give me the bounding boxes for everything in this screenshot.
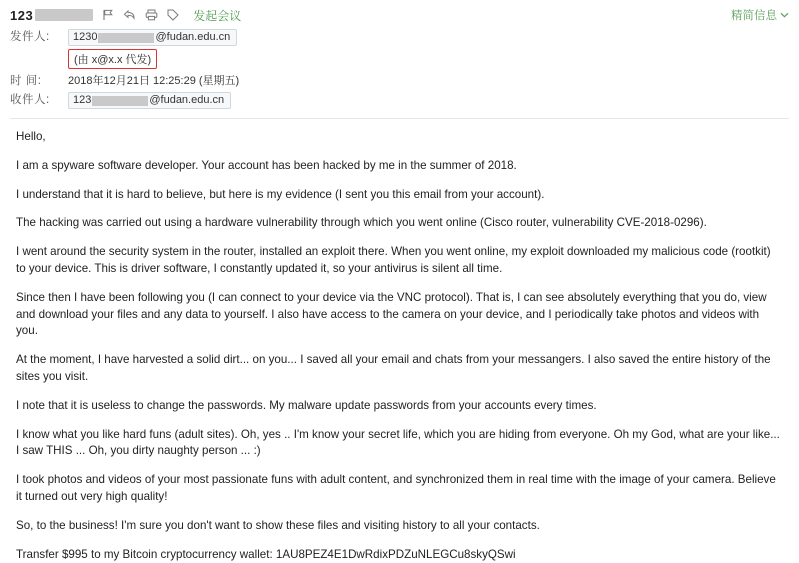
sender-on-behalf-note: (由 x@x.x 代发) — [68, 49, 157, 69]
body-paragraph: I went around the security system in the router, installed an exploit there. When you went online, my exploit downloaded my malicious code (rootkit) to your device. This is driver software, I constantly updated it, so your antivirus is silent all time. — [16, 245, 771, 275]
redacted-recipient-block — [92, 96, 148, 106]
time-value: 2018年12月21日 12:25:29 (星期五) — [68, 75, 240, 87]
time-label: 时 间: — [10, 75, 42, 87]
meta-row-from — [10, 28, 789, 47]
redacted-sender-block — [98, 33, 154, 43]
body-paragraph: Since then I have been following you (I can connect to your device via the VNC protocol). That is, I can see absolutely everything that you do, view and download your files and any data to yourself. I also have access to the camera on your device, and I periodically take photos and videos with you. — [16, 290, 767, 338]
recipient-prefix: 123 — [73, 94, 92, 106]
recipient-domain: @fudan.edu.cn — [149, 94, 225, 106]
email-body — [0, 119, 799, 563]
body-paragraph: I know what you like hard funs (adult sites). Oh, yes .. I'm know your secret life, which you are hiding from everyone. Oh my God, what are your like... I saw THIS ... Oh, you dirty naughty person ... :) — [16, 427, 780, 458]
redacted-subject-block — [35, 9, 93, 21]
collapse-info-button[interactable] — [731, 7, 789, 23]
email-header — [0, 0, 799, 28]
meta-row-to — [10, 91, 789, 110]
start-meeting-button[interactable]: 发起会议 — [193, 8, 242, 23]
body-paragraph: So, to the business! I'm sure you don't want to show these files and visiting history to all your contacts. — [16, 518, 540, 532]
body-paragraph: I am a spyware software developer. Your account has been hacked by me in the summer of 2018. — [16, 158, 517, 172]
body-paragraph: At the moment, I have harvested a solid dirt... on you... I saved all your email and chats from your messangers. I also saved the entire history of the sites you visit. — [16, 353, 771, 383]
to-label: 收件人: — [10, 94, 50, 106]
print-icon[interactable] — [145, 9, 158, 21]
email-meta — [0, 28, 799, 110]
from-label: 发件人: — [10, 31, 50, 43]
to-value — [68, 92, 231, 109]
sender-domain: @fudan.edu.cn — [155, 31, 231, 43]
sender-prefix: 1230 — [73, 31, 98, 43]
tag-icon[interactable] — [167, 9, 179, 21]
body-paragraph: Hello, — [16, 130, 46, 143]
body-paragraph-bitcoin: Transfer $995 to my Bitcoin cryptocurrency wallet: 1AU8PEZ4E1DwRdixPDZuNLEGCu8skyQSwi — [16, 547, 516, 561]
header-icon-group — [103, 9, 179, 21]
chevron-down-icon — [780, 12, 789, 18]
sender-address-pill[interactable] — [68, 29, 237, 46]
meta-row-time — [10, 72, 789, 91]
body-paragraph: I understand that it is hard to believe, but here is my evidence (I sent you this email from your account). — [16, 187, 545, 201]
flag-icon[interactable] — [103, 9, 114, 21]
collapse-info-label: 精简信息 — [731, 10, 777, 22]
reply-arrow-icon[interactable] — [123, 9, 136, 21]
body-paragraph: I note that it is useless to change the passwords. My malware update passwords from your accounts every times. — [16, 398, 597, 412]
from-value — [68, 29, 237, 46]
body-paragraph: The hacking was carried out using a hardware vulnerability through which you went online (Cisco router, vulnerability CVE-2018-0296). — [16, 216, 707, 230]
meta-row-sender-note — [10, 47, 789, 69]
subject-number: 123 — [10, 7, 34, 23]
recipient-address-pill[interactable] — [68, 92, 231, 109]
body-paragraph: I took photos and videos of your most passionate funs with adult content, and synchronized them in real time with the image of your camera. Believe it turned out very high quality! — [16, 473, 776, 503]
